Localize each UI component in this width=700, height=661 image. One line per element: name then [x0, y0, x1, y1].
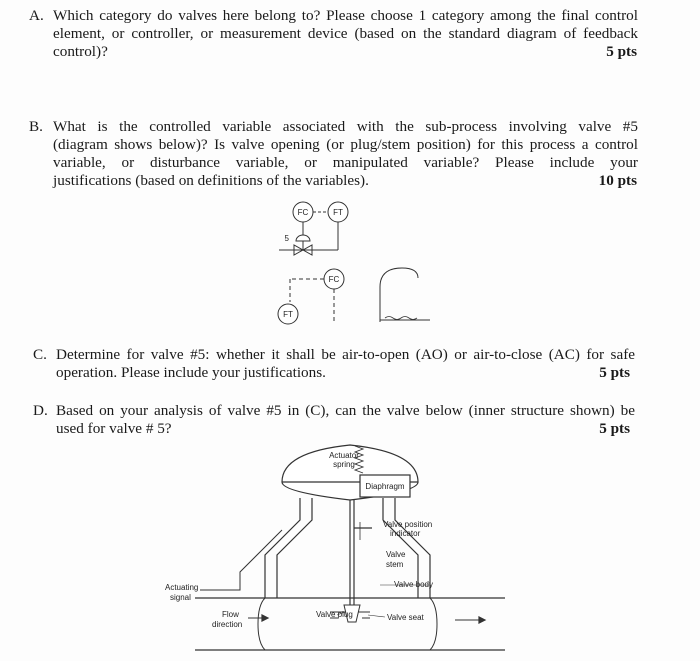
question-a-line-3: control)?	[53, 43, 108, 60]
question-c-points: 5 pts	[599, 364, 630, 381]
question-a-points: 5 pts	[606, 43, 637, 60]
stem-label-2: stem	[386, 560, 404, 569]
question-a-line-2: element, or controller, or measurement device (based on the standard diagram of feedback	[53, 25, 638, 42]
valve-seat-label: Valve seat	[387, 613, 424, 622]
position-indicator-label-1: Valve position	[383, 520, 433, 529]
question-b-line-2: (diagram shows below)? Is valve opening (or plug/stem position) for this process a control	[53, 136, 638, 153]
stem-label-1: Valve	[386, 550, 406, 559]
actuator-label: Actuator	[329, 451, 359, 460]
valve-number-label: 5	[284, 234, 289, 243]
position-indicator-label-2: indicator	[390, 529, 421, 538]
flow-label-2: direction	[212, 620, 243, 629]
ft-bottom-label: FT	[283, 310, 293, 319]
question-b-line-3: variable, or disturbance variable, or manipulated variable? Please include your	[53, 154, 638, 171]
question-d-line-2: used for valve # 5?	[56, 420, 172, 437]
question-c-line-1: Determine for valve #5: whether it shall be air-to-open (AO) or air-to-close (AC) for safe	[56, 346, 635, 363]
question-d-letter: D.	[33, 402, 48, 419]
valve-plug-label: Valve plug	[316, 610, 353, 619]
question-d-line-1: Based on your analysis of valve #5 in (C), can the valve below (inner structure shown) be	[56, 402, 635, 419]
flow-label-1: Flow	[222, 610, 239, 619]
spring-label: spring	[333, 460, 355, 469]
diaphragm-label: Diaphragm	[365, 482, 405, 491]
question-b-line-1: What is the controlled variable associated with the sub-process involving valve #5	[53, 118, 638, 135]
question-b-line-4: justifications (based on definitions of the variables).	[53, 172, 369, 189]
ft-top-label: FT	[333, 208, 343, 217]
question-c-letter: C.	[33, 346, 47, 363]
question-c-line-2: operation. Please include your justifications.	[56, 364, 326, 381]
question-b-points: 10 pts	[598, 172, 637, 189]
actuating-label-2: signal	[170, 593, 191, 602]
actuating-label-1: Actuating	[165, 583, 199, 592]
question-b-letter: B.	[29, 118, 43, 135]
fc-top-label: FC	[297, 208, 309, 217]
question-a-line-1: Which category do valves here belong to? Please choose 1 category among the final control	[53, 7, 638, 24]
valve-body-label: Valve body	[394, 580, 433, 589]
question-d-points: 5 pts	[599, 420, 630, 437]
question-a-letter: A.	[29, 7, 44, 24]
fc-mid-label: FC	[328, 275, 340, 284]
